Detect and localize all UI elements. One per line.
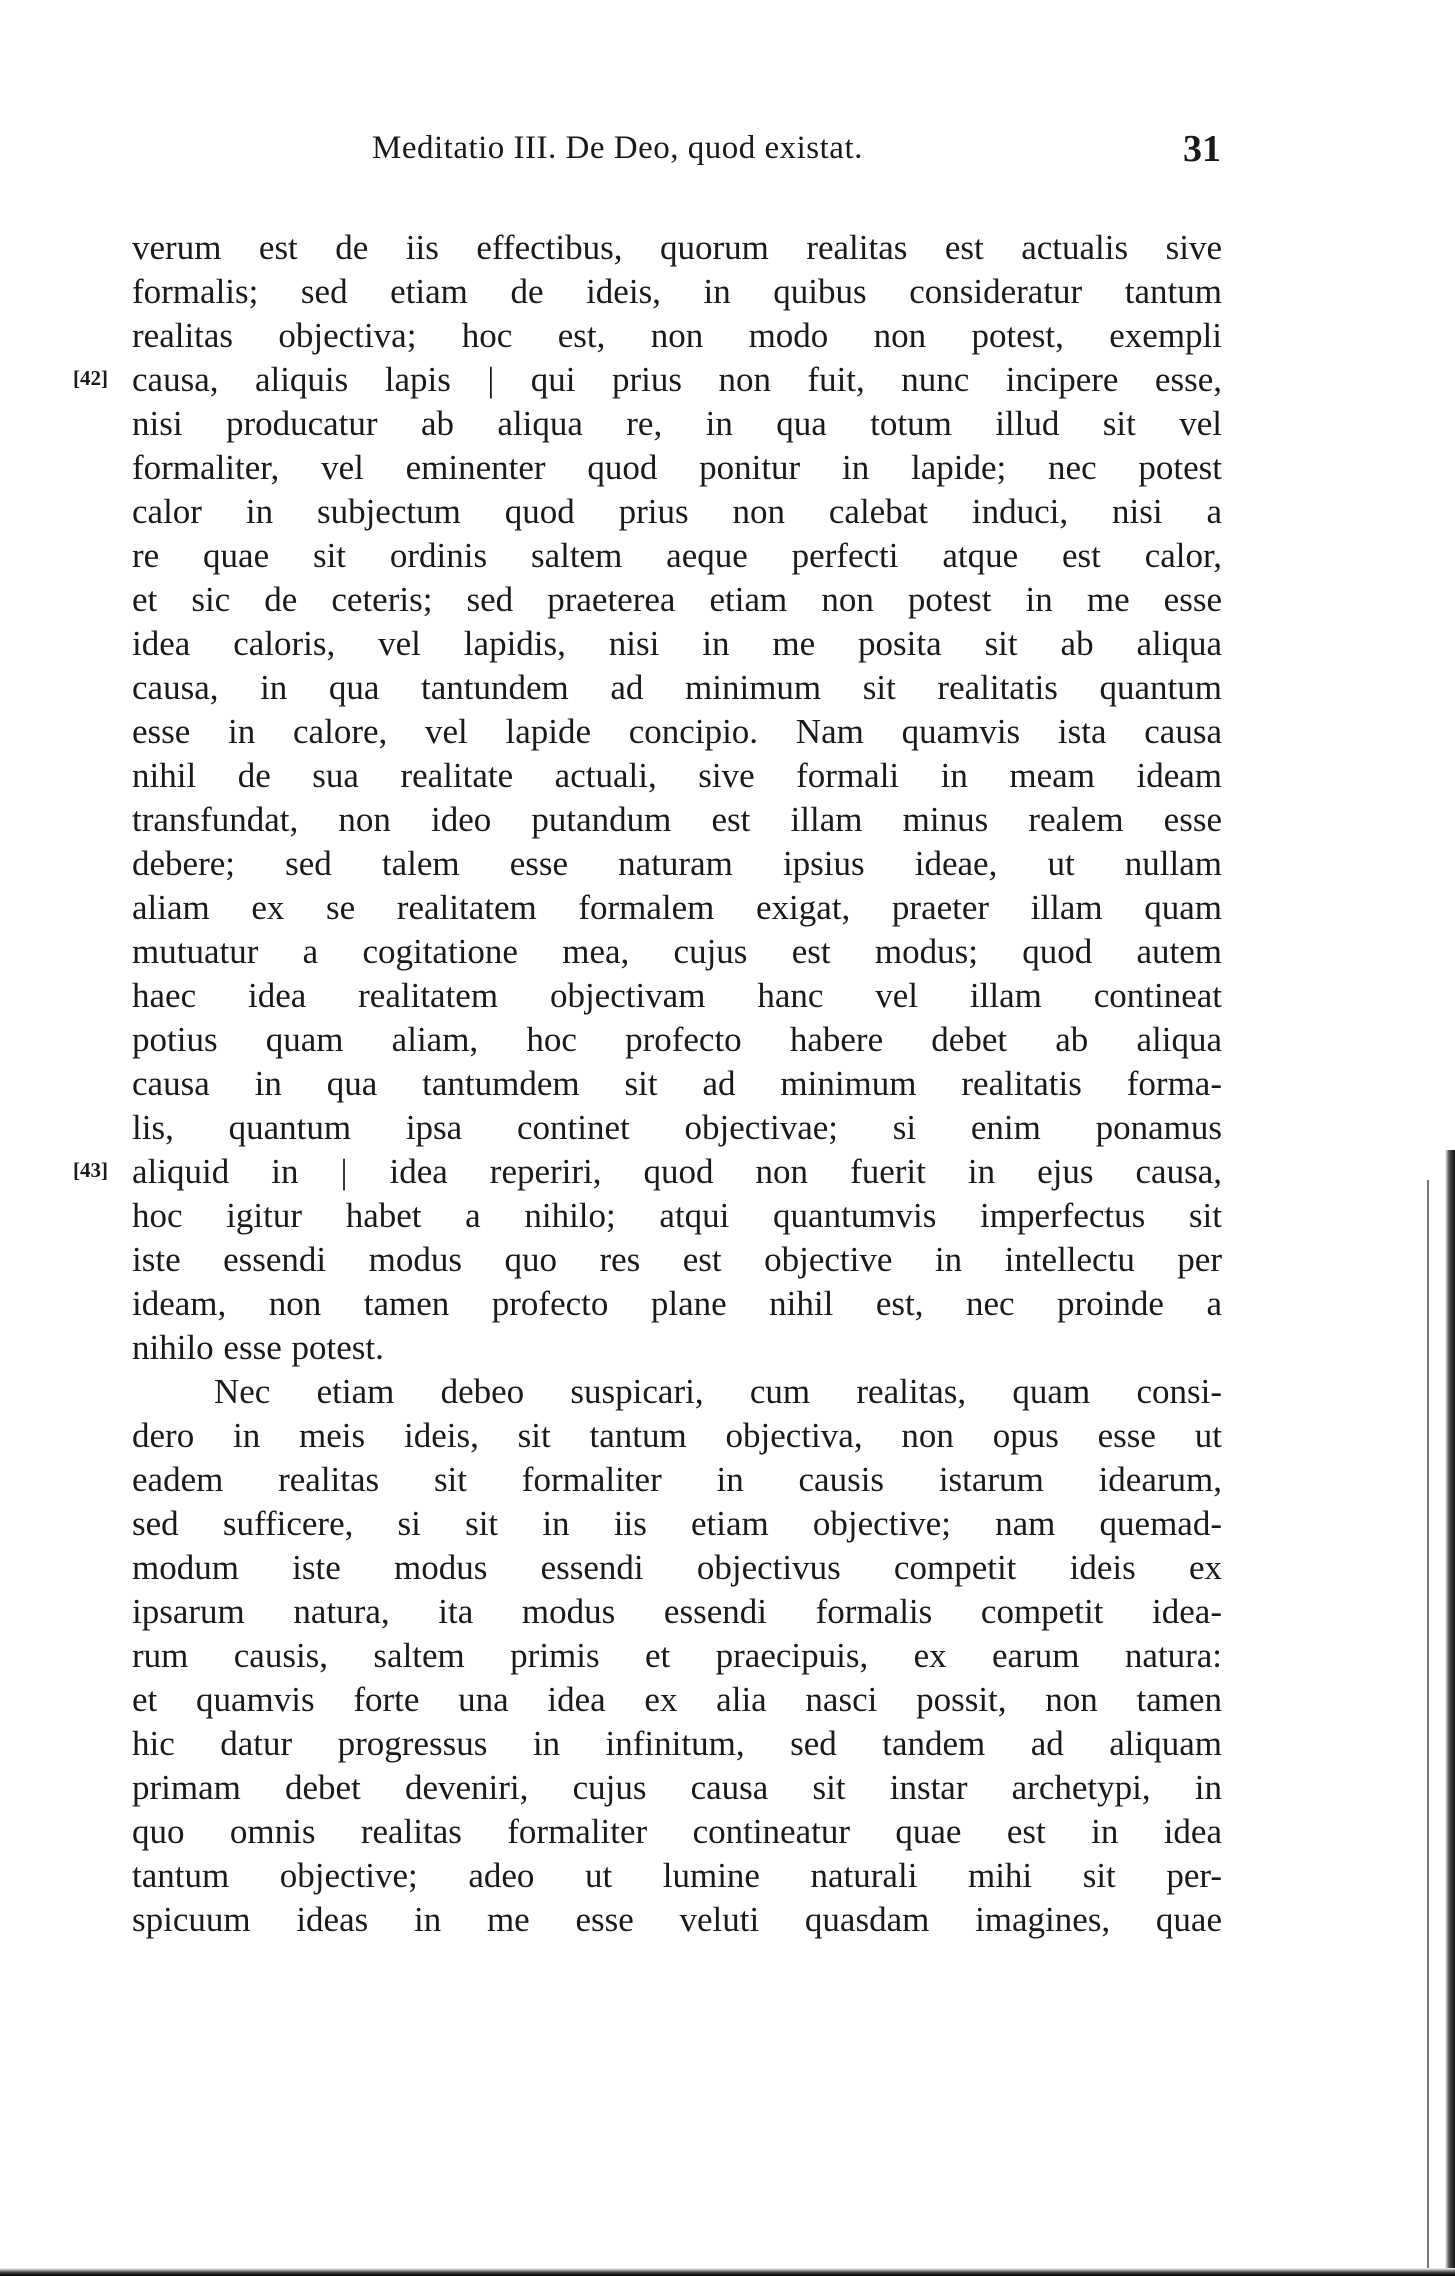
text-line: nisi producatur ab aliqua re, in qua totum illud sit vel <box>132 404 1222 443</box>
text-line: hic datur progressus in infinitum, sed tandem ad aliquam <box>132 1724 1222 1763</box>
page-edge-line <box>1427 1180 1429 2276</box>
running-head: Meditatio III. De Deo, quod existat. <box>372 130 863 166</box>
text-line: primam debet deveniri, cujus causa sit instar archetypi, in <box>132 1768 1222 1807</box>
text-line: rum causis, saltem primis et praecipuis, ex earum natura: <box>132 1636 1222 1675</box>
margin-marker-43: [43] <box>73 1158 108 1182</box>
text-line: formaliter, vel eminenter quod ponitur in lapide; nec potest <box>132 448 1222 487</box>
text-line: ipsarum natura, ita modus essendi formalis competit idea- <box>132 1592 1222 1631</box>
text-line: ideam, non tamen profecto plane nihil est, nec proinde a <box>132 1284 1222 1323</box>
text-line: causa in qua tantumdem sit ad minimum realitatis forma- <box>132 1064 1222 1103</box>
text-line: et quamvis forte una idea ex alia nasci possit, non tamen <box>132 1680 1222 1719</box>
text-line: iste essendi modus quo res est objective in intellectu per <box>132 1240 1222 1279</box>
text-line: modum iste modus essendi objectivus competit ideis ex <box>132 1548 1222 1587</box>
text-line: esse in calore, vel lapide concipio. Nam quamvis ista causa <box>132 712 1222 751</box>
text-line: causa, aliquis lapis | qui prius non fuit, nunc incipere esse, <box>132 360 1222 399</box>
page-number: 31 <box>1183 128 1221 170</box>
paragraph-first-line: Nec etiam debeo suspicari, cum realitas, quam consi- <box>214 1372 1222 1411</box>
text-line: realitas objectiva; hoc est, non modo non potest, exempli <box>132 316 1222 355</box>
text-line: formalis; sed etiam de ideis, in quibus consideratur tantum <box>132 272 1222 311</box>
text-line: causa, in qua tantundem ad minimum sit realitatis quantum <box>132 668 1222 707</box>
text-line: quo omnis realitas formaliter contineatur quae est in idea <box>132 1812 1222 1851</box>
text-line: haec idea realitatem objectivam hanc vel illam contineat <box>132 976 1222 1015</box>
text-line: potius quam aliam, hoc profecto habere debet ab aliqua <box>132 1020 1222 1059</box>
text-line: sed sufficere, si sit in iis etiam objective; nam quemad- <box>132 1504 1222 1543</box>
text-line: tantum objective; adeo ut lumine naturali mihi sit per- <box>132 1856 1222 1895</box>
text-line: aliam ex se realitatem formalem exigat, praeter illam quam <box>132 888 1222 927</box>
text-line: et sic de ceteris; sed praeterea etiam non potest in me esse <box>132 580 1222 619</box>
text-line: lis, quantum ipsa continet objectivae; si enim ponamus <box>132 1108 1222 1147</box>
page-edge-shadow-bottom <box>0 2268 1455 2276</box>
text-line: calor in subjectum quod prius non calebat induci, nisi a <box>132 492 1222 531</box>
text-line: aliquid in | idea reperiri, quod non fuerit in ejus causa, <box>132 1152 1222 1191</box>
text-line: re quae sit ordinis saltem aeque perfecti atque est calor, <box>132 536 1222 575</box>
text-line: spicuum ideas in me esse veluti quasdam imagines, quae <box>132 1900 1222 1939</box>
text-line: verum est de iis effectibus, quorum realitas est actualis sive <box>132 228 1222 267</box>
text-line: hoc igitur habet a nihilo; atqui quantumvis imperfectus sit <box>132 1196 1222 1235</box>
text-line: mutuatur a cogitatione mea, cujus est modus; quod autem <box>132 932 1222 971</box>
text-line: debere; sed talem esse naturam ipsius ideae, ut nullam <box>132 844 1222 883</box>
text-line: dero in meis ideis, sit tantum objectiva, non opus esse ut <box>132 1416 1222 1455</box>
text-line: idea caloris, vel lapidis, nisi in me posita sit ab aliqua <box>132 624 1222 663</box>
paragraph-last-line: nihilo esse potest. <box>132 1328 384 1367</box>
margin-marker-42: [42] <box>73 366 108 390</box>
text-line: transfundat, non ideo putandum est illam minus realem esse <box>132 800 1222 839</box>
text-line: nihil de sua realitate actuali, sive formali in meam ideam <box>132 756 1222 795</box>
page-edge-shadow-right <box>1445 1150 1455 2276</box>
body-text <box>132 226 1222 1942</box>
text-line: eadem realitas sit formaliter in causis istarum idearum, <box>132 1460 1222 1499</box>
